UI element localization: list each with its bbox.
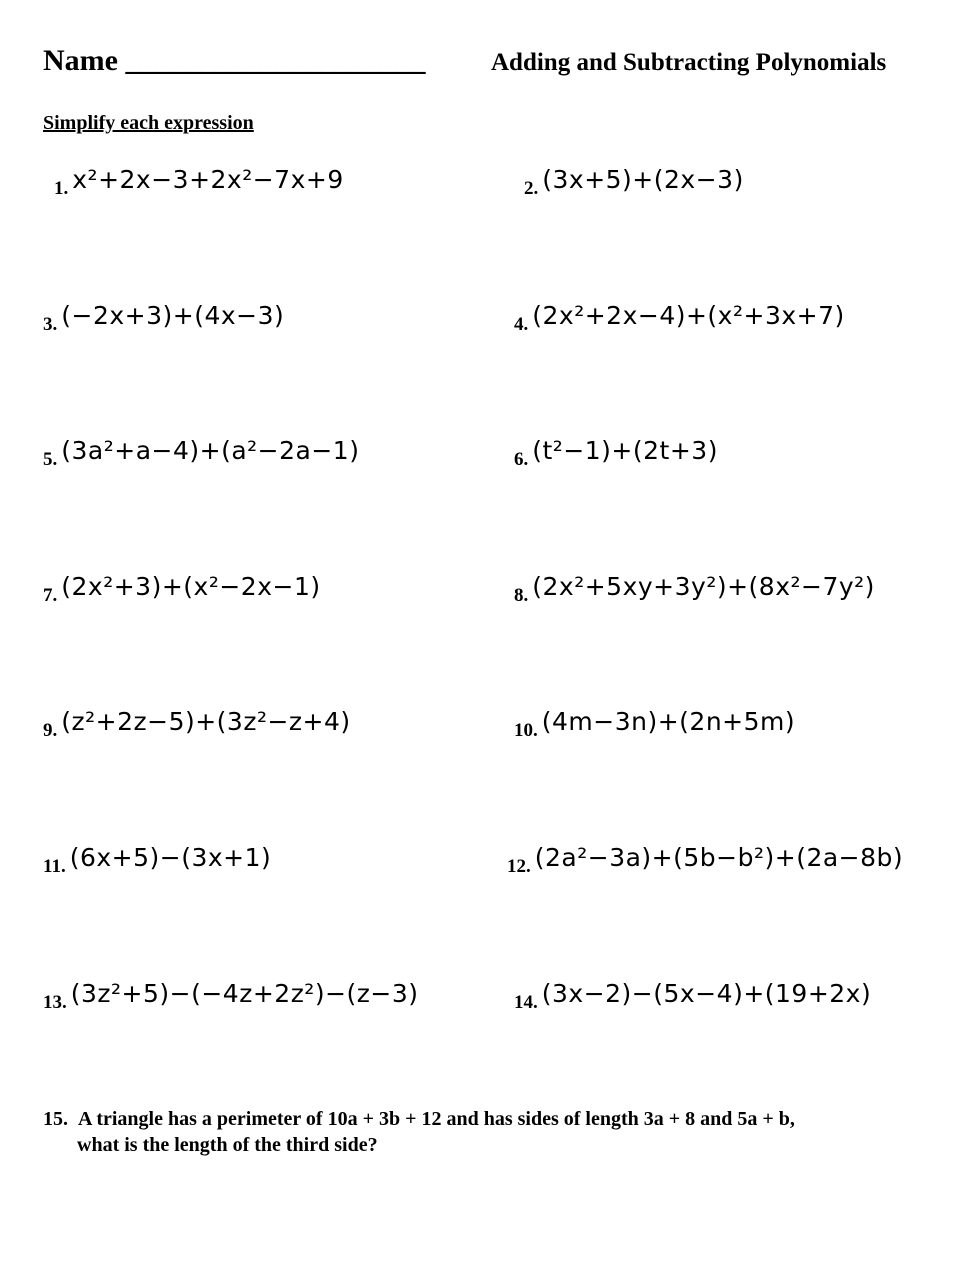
problem-expression: (2x²+3)+(x²−2x−1)	[61, 572, 321, 601]
word-problem-line-1: A triangle has a perimeter of 10a + 3b + 12 and has sides of length 3a + 8 and 5a + b,	[78, 1108, 795, 1130]
problem-expression: (3a²+a−4)+(a²−2a−1)	[61, 436, 360, 465]
problem-12	[507, 843, 904, 877]
problem-number: 12.	[507, 856, 531, 877]
instructions: Simplify each expression	[43, 112, 254, 134]
problem-number: 4.	[514, 314, 529, 335]
problem-9	[43, 707, 351, 741]
problem-expression: (t²−1)+(2t+3)	[532, 436, 718, 465]
problem-expression: (−2x+3)+(4x−3)	[61, 301, 285, 330]
problem-expression: (2x²+5xy+3y²)+(8x²−7y²)	[532, 572, 875, 601]
problem-expression: (3x−2)−(5x−4)+(19+2x)	[541, 979, 872, 1008]
problem-14	[514, 979, 872, 1013]
problem-1	[54, 165, 344, 199]
problem-8	[514, 572, 875, 606]
problem-number: 8.	[514, 585, 529, 606]
problem-number: 10.	[514, 720, 538, 741]
problem-number: 6.	[514, 449, 529, 470]
problem-expression: (3x+5)+(2x−3)	[542, 165, 744, 194]
problem-expression: (z²+2z−5)+(3z²−z+4)	[61, 707, 351, 736]
problem-number: 9.	[43, 720, 58, 741]
problem-expression: (2x²+2x−4)+(x²+3x+7)	[532, 301, 845, 330]
problem-number: 15.	[43, 1108, 68, 1130]
problem-3	[43, 301, 285, 335]
problem-11	[43, 843, 272, 877]
problem-4	[514, 301, 845, 335]
name-field-label: Name ____________________	[43, 44, 426, 77]
worksheet-title: Adding and Subtracting Polynomials	[491, 49, 887, 76]
problem-5	[43, 436, 360, 470]
problem-number: 14.	[514, 992, 538, 1013]
problem-number: 1.	[54, 178, 69, 199]
problem-2	[524, 165, 744, 199]
problem-number: 2.	[524, 178, 539, 199]
problem-expression: (4m−3n)+(2n+5m)	[541, 707, 796, 736]
problem-expression: (3z²+5)−(−4z+2z²)−(z−3)	[70, 979, 419, 1008]
word-problem-line-2: what is the length of the third side?	[77, 1134, 378, 1156]
problem-expression: x²+2x−3+2x²−7x+9	[72, 165, 344, 194]
problem-expression: (6x+5)−(3x+1)	[69, 843, 272, 872]
word-problem-15	[43, 1106, 795, 1158]
problem-number: 3.	[43, 314, 58, 335]
problem-number: 11.	[43, 856, 66, 877]
problem-number: 7.	[43, 585, 58, 606]
problem-number: 13.	[43, 992, 67, 1013]
problem-13	[43, 979, 419, 1013]
problem-7	[43, 572, 321, 606]
problem-6	[514, 436, 718, 470]
problem-10	[514, 707, 796, 741]
problem-expression: (2a²−3a)+(5b−b²)+(2a−8b)	[534, 843, 904, 872]
problem-number: 5.	[43, 449, 58, 470]
